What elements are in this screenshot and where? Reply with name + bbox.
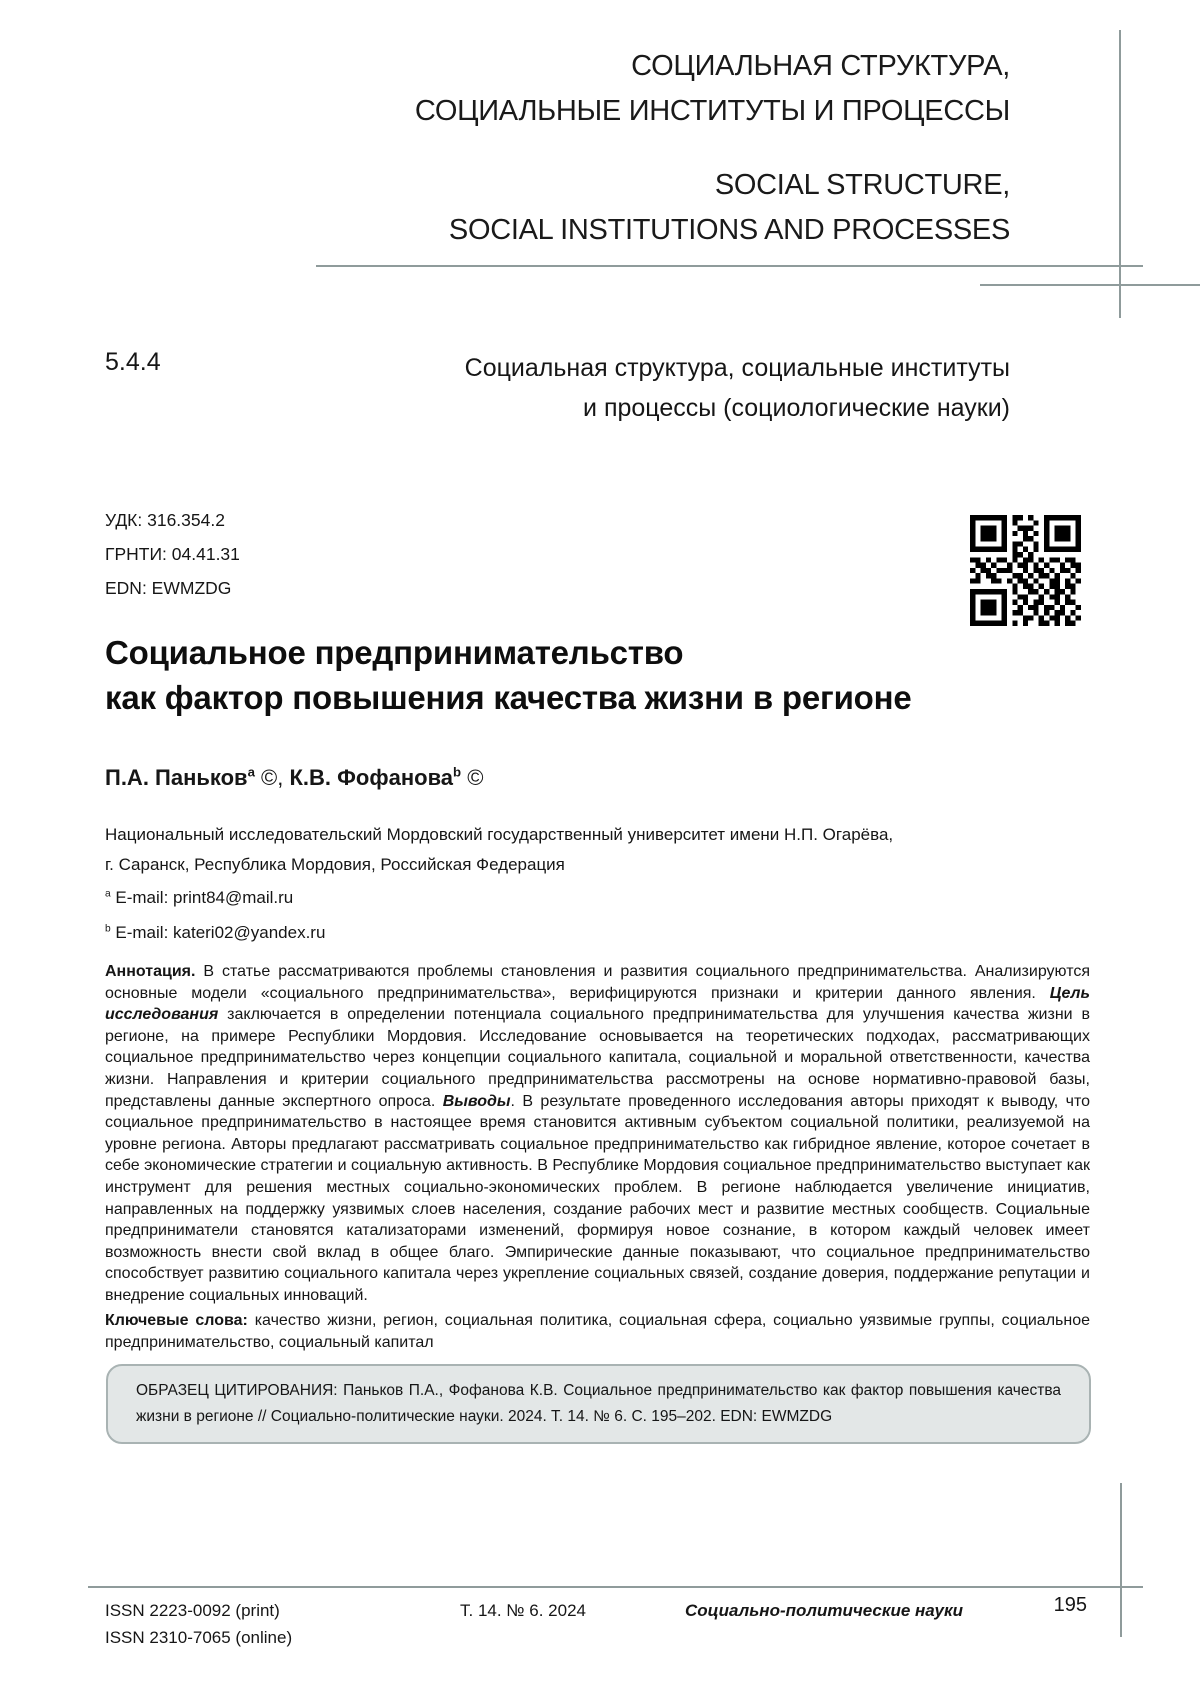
page-number: 195 [1053, 1594, 1087, 1616]
affiliation [105, 820, 893, 880]
rubric-en-line2: SOCIAL INSTITUTIONS AND PROCESSES [448, 214, 1010, 246]
email-author-b: $^b$ E-mail: kateri02@yandex.ru [105, 923, 326, 942]
header-rule-right [980, 284, 1200, 286]
specialty-name [465, 348, 1010, 428]
citation-box [106, 1364, 1091, 1444]
article-title [105, 630, 912, 720]
footer-rule [88, 1586, 1143, 1588]
rubric-ru-line2: СОЦИАЛЬНЫЕ ИНСТИТУТЫ И ПРОЦЕССЫ [414, 95, 1010, 127]
specialty-code: 5.4.4 [105, 348, 161, 376]
grnti-code: ГРНТИ: 04.41.31 [105, 544, 240, 564]
abstract-paragraph: Аннотация. В статье рассматриваются проблемы становления и развития социального предпринимательства. Анализируются основные модели «социального предпринимательства», верифицируются признаки и критерии данного явления. Цель исследования заключается в определении потенциала социального предпринимательства для улучшения качества жизни в регионе, на примере Республики Мордовия. Исследование основывается на теоретических подходах, рассматривающих социальное предпринимательство через концепции социального капитала, социальной и моральной ответственности, качества жизни. Направления и критерии социального предпринимательства рассмотрены на основе нормативно-правовой базы, представлены данные экспертного опроса. Выводы. В результате проведенного исследования авторы приходят к выводу, что социальное предпринимательство в настоящее время становится активным субъектом социальной политики, реализуемой на уровне региона. Авторы предлагают рассматривать социальное предпринимательство как гибридное явление, которое сочетает в себе экономические стратегии и социальную активность. В Республике Мордовия социальное предпринимательство выступает как инструмент для решения местных социально-экономических проблем. В регионе наблюдается увеличение инициатив, направленных на поддержку уязвимых слоев населения, создание рабочих мест и развитие местных сообществ. Социальные предприниматели становятся катализаторами изменений, формируя новое сознание, в котором каждый человек имеет возможность внести свой вклад в общее благо. Эмпирические данные показывают, что социальное предпринимательство способствует развитию социального капитала через укрепление социальных связей, создание доверия, поддержание репутации и внедрение социальных инноваций. [105, 963, 1090, 1304]
email-author-a: $^a$ E-mail: print84@mail.ru [105, 888, 294, 907]
keywords-paragraph: Ключевые слова: качество жизни, регион, социальная политика, социальная сфера, социально уязвимые группы, социальное предпринимательство, социальный капитал [105, 1312, 1090, 1351]
rubric-ru-line1: СОЦИАЛЬНАЯ СТРУКТУРА, [631, 50, 1010, 82]
specialty-name-line1: Социальная структура, социальные институты [464, 354, 1010, 382]
issn-online: ISSN 2310-7065 (online) [105, 1628, 293, 1647]
edn-code: EDN: EWMZDG [105, 578, 232, 598]
article-title-line2: как фактор повышения качества жизни в регионе [105, 679, 912, 716]
affiliation-line2: г. Саранск, Республика Мордовия, Российская Федерация [105, 855, 565, 874]
affiliation-line1: Национальный исследовательский Мордовский государственный университет имени Н.П. Огарёва, [105, 825, 894, 844]
rubric-title-ru [415, 44, 1010, 134]
header-rule [316, 265, 1143, 267]
authors-line: П.А. Паньков$^a$ ©, К.В. Фофанова$^b$ © [105, 764, 484, 790]
issn-print: ISSN 2223-0092 (print) [105, 1601, 280, 1620]
udk-code: УДК: 316.354.2 [105, 510, 225, 530]
top-vertical-rule [1119, 30, 1121, 318]
footer-vertical-rule [1120, 1483, 1122, 1637]
specialty-name-line2: и процессы (социологические науки) [583, 394, 1010, 422]
qr-code [970, 515, 1081, 626]
rubric-title-en [449, 163, 1010, 253]
volume-info: Т. 14. № 6. 2024 [460, 1601, 586, 1620]
issn-block [105, 1597, 292, 1651]
article-title-line1: Социальное предпринимательство [105, 634, 684, 671]
citation-text: ОБРАЗЕЦ ЦИТИРОВАНИЯ: Паньков П.А., Фофанова К.В. Социальное предпринимательство как фактор повышения качества жизни в регионе // Социально-политические науки. 2024. Т. 14. № 6. С. 195–202. EDN: EWMZDG [136, 1382, 1061, 1425]
journal-name: Социально-политические науки [684, 1601, 963, 1620]
rubric-en-line1: SOCIAL STRUCTURE, [714, 169, 1010, 201]
article-codes [105, 503, 240, 605]
email-block [105, 880, 325, 950]
